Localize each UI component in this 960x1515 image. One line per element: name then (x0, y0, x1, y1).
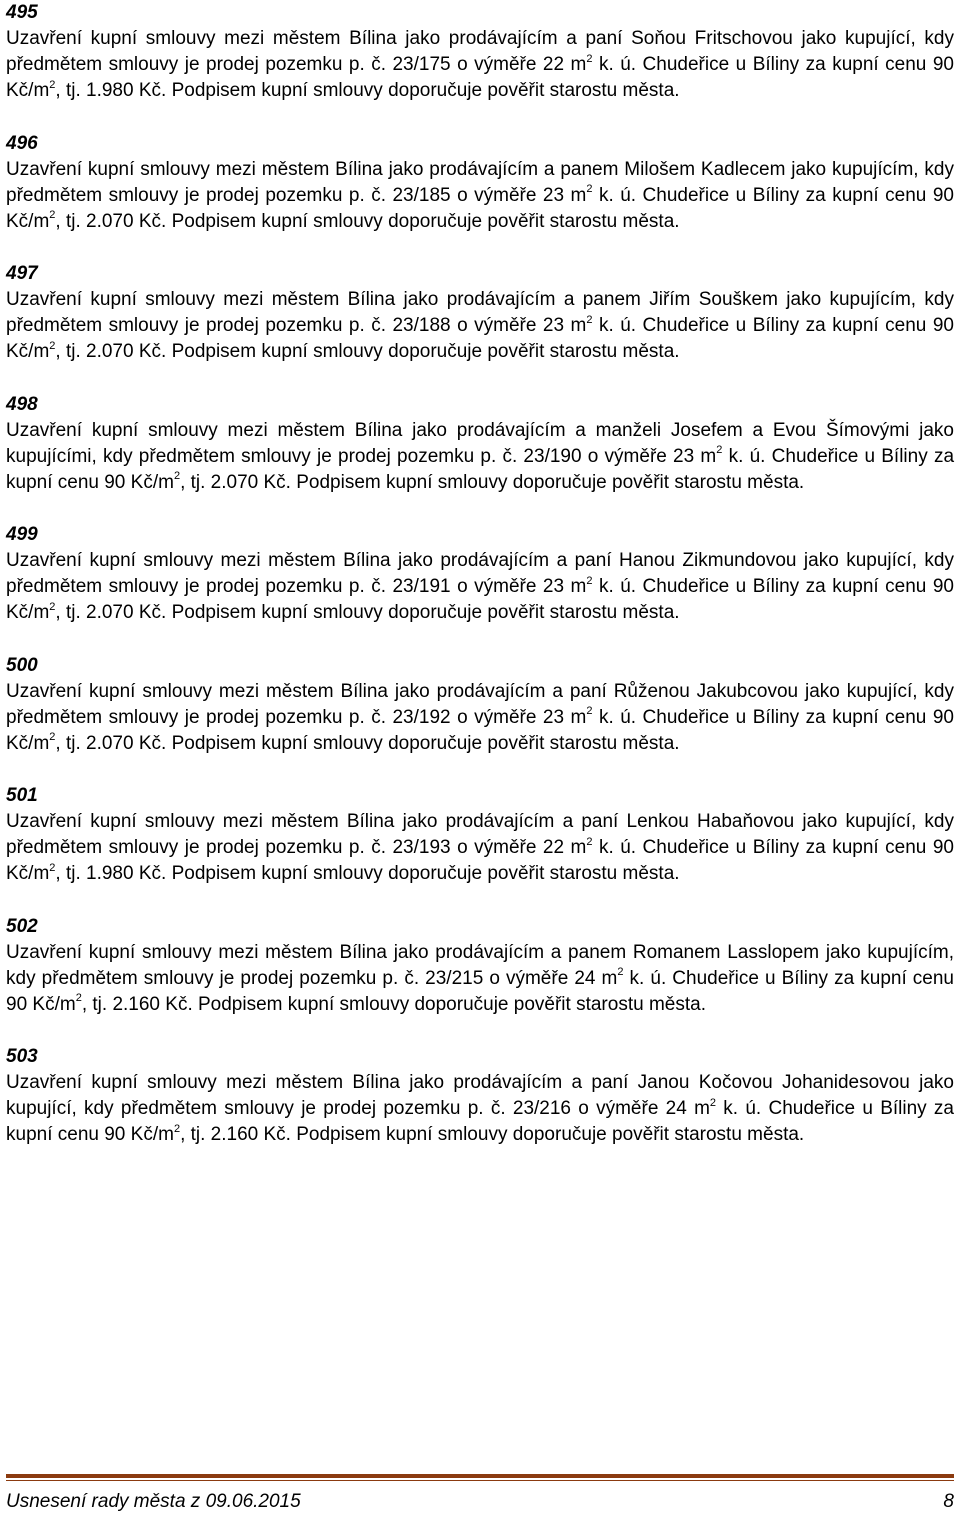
resolution-number: 501 (6, 785, 38, 806)
document-body (6, 0, 954, 1175)
resolution-text: Uzavření kupní smlouvy mezi městem Bílina jako prodávajícím a paní Růženou Jakubcovou jako kupující, kdy předmětem smlouvy je prodej pozemku p. č. 23/192 o výměře 23 $m^2$ k. ú. Chudeřice u Bíliny za kupní cenu 90 $Kč/m^2$, tj. 2.070 Kč. Podpisem kupní smlouvy doporučuje pověřit starostu města. (6, 680, 954, 754)
resolution-number: 497 (6, 263, 38, 284)
resolution-text: Uzavření kupní smlouvy mezi městem Bílina jako prodávajícím a manželi Josefem a Evou Šímovými jako kupujícími, kdy předmětem smlouvy je prodej pozemku p. č. 23/190 o výměře 23 $m^2$ k. ú. Chudeřice u Bíliny za kupní cenu 90 $Kč/m^2$, tj. 2.070 Kč. Podpisem kupní smlouvy doporučuje pověřit starostu města. (6, 419, 955, 493)
footer-title: Usnesení rady města z 09.06.2015 (6, 1491, 301, 1512)
resolution-item (6, 261, 954, 365)
resolution-item (6, 914, 954, 1018)
resolution-item (6, 653, 954, 757)
resolution-text: Uzavření kupní smlouvy mezi městem Bílina jako prodávajícím a paní Hanou Zikmundovou jako kupující, kdy předmětem smlouvy je prodej pozemku p. č. 23/191 o výměře 23 $m^2$ k. ú. Chudeřice u Bíliny za kupní cenu 90 $Kč/m^2$, tj. 2.070 Kč. Podpisem kupní smlouvy doporučuje pověřit starostu města. (6, 550, 954, 623)
page-footer (6, 1474, 954, 1513)
resolution-text: Uzavření kupní smlouvy mezi městem Bílina jako prodávajícím a panem Romanem Lasslopem jako kupujícím, kdy předmětem smlouvy je prodej pozemku p. č. 23/215 o výměře 24 $m^2$ k. ú. Chudeřice u Bíliny za kupní cenu 90 $Kč/m^2$, tj. 2.160 Kč. Podpisem kupní smlouvy doporučuje pověřit starostu města. (6, 941, 954, 1015)
resolution-number: 500 (6, 654, 38, 676)
footer-row (6, 1491, 954, 1513)
page-number: 8 (943, 1491, 954, 1512)
resolution-number: 498 (6, 393, 38, 415)
resolution-item (6, 1044, 954, 1148)
resolution-item (6, 522, 954, 626)
resolution-item (6, 783, 954, 887)
resolution-item (6, 131, 954, 235)
resolution-text: Uzavření kupní smlouvy mezi městem Bílina jako prodávajícím a paní Soňou Fritschovou jako kupující, kdy předmětem smlouvy je prodej pozemku p. č. 23/175 o výměře 22 $m^2$ k. ú. Chudeřice u Bíliny za kupní cenu 90 $Kč/m^2$, tj. 1.980 Kč. Podpisem kupní smlouvy doporučuje pověřit starostu města. (6, 28, 954, 101)
resolution-number: 496 (6, 132, 38, 154)
resolution-text: Uzavření kupní smlouvy mezi městem Bílina jako prodávajícím a panem Milošem Kadlecem jako kupujícím, kdy předmětem smlouvy je prodej pozemku p. č. 23/185 o výměře 23 $m^2$ k. ú. Chudeřice u Bíliny za kupní cenu 90 $Kč/m^2$, tj. 2.070 Kč. Podpisem kupní smlouvy doporučuje pověřit starostu města. (6, 158, 954, 232)
resolution-item (6, 392, 954, 496)
footer-rule-thin (6, 1480, 954, 1481)
footer-rule-thick (6, 1474, 954, 1478)
resolution-text: Uzavření kupní smlouvy mezi městem Bílina jako prodávajícím a paní Janou Kočovou Johanidesovou jako kupující, kdy předmětem smlouvy je prodej pozemku p. č. 23/216 o výměře 24 $m^2$ k. ú. Chudeřice u Bíliny za kupní cenu 90 $Kč/m^2$, tj. 2.160 Kč. Podpisem kupní smlouvy doporučuje pověřit starostu města. (6, 1072, 954, 1145)
resolution-item (6, 0, 954, 104)
resolution-number: 499 (6, 524, 38, 545)
resolution-text: Uzavření kupní smlouvy mezi městem Bílina jako prodávajícím a paní Lenkou Habaňovou jako kupující, kdy předmětem smlouvy je prodej pozemku p. č. 23/193 o výměře 22 $m^2$ k. ú. Chudeřice u Bíliny za kupní cenu 90 $Kč/m^2$, tj. 1.980 Kč. Podpisem kupní smlouvy doporučuje pověřit starostu města. (6, 811, 954, 884)
resolution-number: 495 (6, 2, 38, 23)
resolution-text: Uzavření kupní smlouvy mezi městem Bílina jako prodávajícím a panem Jiřím Souškem jako kupujícím, kdy předmětem smlouvy je prodej pozemku p. č. 23/188 o výměře 23 $m^2$ k. ú. Chudeřice u Bíliny za kupní cenu 90 $Kč/m^2$, tj. 2.070 Kč. Podpisem kupní smlouvy doporučuje pověřit starostu města. (6, 289, 954, 362)
resolution-number: 502 (6, 915, 38, 937)
resolution-number: 503 (6, 1046, 38, 1067)
